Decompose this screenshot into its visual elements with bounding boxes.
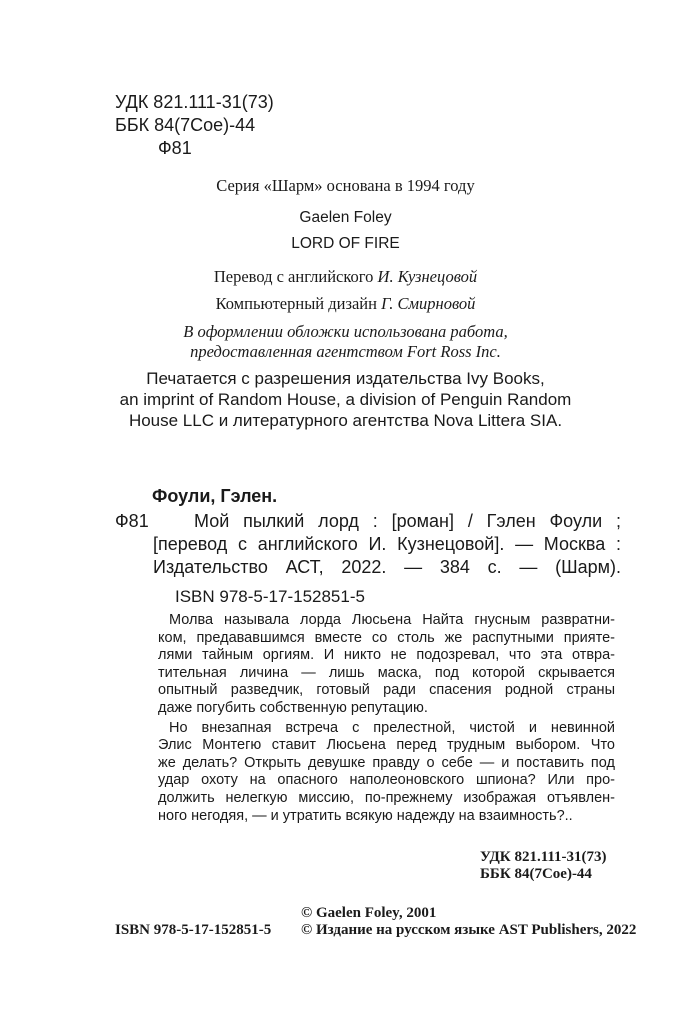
catalog-line3: Издательство АСТ, 2022. — 384 с. — (Шарм). xyxy=(153,557,621,577)
annotation-line: Элис Монтегю ставит Люсьена перед трудным выбором. Что xyxy=(158,737,615,754)
catalog-line2: [перевод с английского И. Кузнецовой]. — Москва : xyxy=(153,534,621,554)
catalog-code: Ф81 xyxy=(115,511,149,531)
translator-name: И. Кузнецовой xyxy=(377,267,478,286)
permission-line1: Печатается с разрешения издательства Ivy Books, xyxy=(146,369,545,388)
permission-line3: House LLC и литературного агентства Nova Littera SIA. xyxy=(128,411,563,430)
annotation xyxy=(158,612,615,825)
design-label: Компьютерный дизайн xyxy=(215,294,382,313)
series-note: Серия «Шарм» основана в 1994 году xyxy=(216,176,475,195)
annotation-line: удар охоту на опасного наполеоновского шпиона? Или про- xyxy=(158,772,615,789)
annotation-line: опытный разведчик, готовый ради спасения родной страны xyxy=(158,682,615,699)
annotation-line: должить нелегкую миссию, по-прежнему изображая отъявлен- xyxy=(158,789,615,806)
footer-bbk: ББК 84(7Сое)-44 xyxy=(480,866,592,882)
cover-credit-line1: В оформлении обложки использована работа, xyxy=(183,322,508,341)
footer-isbn: ISBN 978-5-17-152851-5 xyxy=(115,922,272,938)
annotation-line: ком, предававшимся вместе со столь же распутными прияте- xyxy=(158,629,615,646)
footer-udk: УДК 821.111-31(73) xyxy=(480,849,607,865)
title-original: LORD OF FIRE xyxy=(291,235,400,252)
permission-line2: an imprint of Random House, a division of Penguin Random xyxy=(119,390,572,409)
annotation-line: ного негодяя, — и утратить всякую надежду на взаимность?.. xyxy=(158,807,573,824)
annotation-line: тительная личина — лишь маска, под которой скрывается xyxy=(158,664,615,681)
annotation-line: же делать? Открыть девушке правду о себе — и поставить под xyxy=(158,754,615,771)
design-credit xyxy=(0,294,691,314)
translation-credit xyxy=(0,267,691,287)
catalog-line1: Мой пылкий лорд : [роман] / Гэлен Фоули ; xyxy=(194,511,621,531)
udk-code: УДК 821.111-31(73) xyxy=(115,92,274,112)
copyright-original: © Gaelen Foley, 2001 xyxy=(301,905,437,921)
translation-label: Перевод с английского xyxy=(213,267,378,286)
catalog-author: Фоули, Гэлен. xyxy=(152,486,278,506)
author-original: Gaelen Foley xyxy=(299,209,392,226)
bbk-code: ББК 84(7Сое)-44 xyxy=(115,115,256,135)
author-mark: Ф81 xyxy=(158,138,192,158)
copyright-edition: © Издание на русском языке AST Publishers, 2022 xyxy=(301,922,637,938)
designer-name: Г. Смирновой xyxy=(381,294,476,313)
annotation-line: Но внезапная встреча с прелестной, чистой и невинной xyxy=(169,719,615,736)
cover-credit-line2: предоставленная агентством Fort Ross Inc. xyxy=(190,342,501,361)
annotation-line: Молва называла лорда Люсьена Найта гнусным развратни- xyxy=(169,612,615,628)
catalog-isbn: ISBN 978-5-17-152851-5 xyxy=(175,587,365,606)
annotation-line: лями тайным оргиям. И никто не подозревал, что эта отвра- xyxy=(158,647,615,664)
annotation-line: даже погубить собственную репутацию. xyxy=(158,699,428,716)
